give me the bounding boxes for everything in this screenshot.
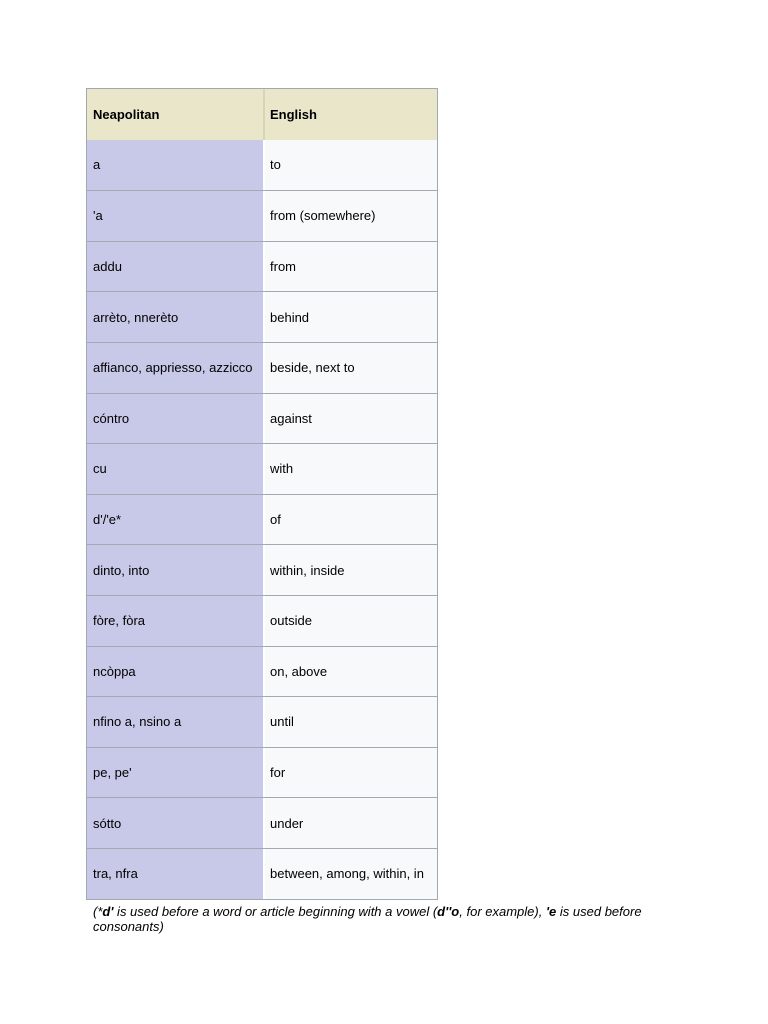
neapolitan-cell: affianco, appriesso, azzicco — [87, 343, 265, 393]
neapolitan-cell: cu — [87, 444, 265, 494]
english-cell: against — [265, 394, 437, 444]
footnote-open: (* — [93, 904, 103, 919]
english-cell: outside — [265, 596, 437, 646]
neapolitan-cell: a — [87, 140, 265, 191]
header-english: English — [265, 89, 437, 140]
neapolitan-cell: sótto — [87, 798, 265, 848]
footnote-term-e: 'e — [545, 904, 557, 919]
neapolitan-cell: nfino a, nsino a — [87, 697, 265, 747]
neapolitan-cell: tra, nfra — [87, 849, 265, 899]
table-row — [87, 140, 437, 191]
table-row — [87, 190, 437, 241]
english-cell: on, above — [265, 647, 437, 697]
table-header-row — [87, 89, 437, 140]
footnote-text-3: is used before consonants) — [93, 904, 642, 934]
table-row — [87, 797, 437, 848]
english-cell: from — [265, 242, 437, 292]
header-neapolitan: Neapolitan — [87, 89, 265, 140]
footnote-text-2: , for example), — [459, 904, 546, 919]
table-row — [87, 241, 437, 292]
table-row — [87, 544, 437, 595]
table-row — [87, 342, 437, 393]
footnote-text-1: is used before a word or article beginning with a vowel ( — [113, 904, 438, 919]
english-cell: for — [265, 748, 437, 798]
neapolitan-cell: addu — [87, 242, 265, 292]
neapolitan-cell: ncòppa — [87, 647, 265, 697]
table-row — [87, 393, 437, 444]
english-cell: between, among, within, in — [265, 849, 437, 899]
neapolitan-cell: fòre, fòra — [87, 596, 265, 646]
table-row — [87, 443, 437, 494]
english-cell: to — [265, 140, 437, 191]
table-row — [87, 696, 437, 747]
english-cell: with — [265, 444, 437, 494]
english-cell: from (somewhere) — [265, 191, 437, 241]
neapolitan-cell: cóntro — [87, 394, 265, 444]
english-cell: behind — [265, 292, 437, 342]
footnote-term-d: d' — [102, 904, 114, 919]
neapolitan-cell: d'/'e* — [87, 495, 265, 545]
table-row — [87, 646, 437, 697]
english-cell: of — [265, 495, 437, 545]
table-row — [87, 494, 437, 545]
neapolitan-cell: dinto, into — [87, 545, 265, 595]
prepositions-table — [86, 88, 438, 900]
table-row — [87, 291, 437, 342]
table-body — [87, 140, 437, 899]
english-cell: under — [265, 798, 437, 848]
english-cell: within, inside — [265, 545, 437, 595]
footnote-term-do: d''o — [437, 904, 460, 919]
footnote — [93, 904, 693, 934]
neapolitan-cell: 'a — [87, 191, 265, 241]
english-cell: beside, next to — [265, 343, 437, 393]
neapolitan-cell: arrèto, nnerèto — [87, 292, 265, 342]
table-row — [87, 595, 437, 646]
table-row — [87, 747, 437, 798]
english-cell: until — [265, 697, 437, 747]
table-row — [87, 848, 437, 899]
neapolitan-cell: pe, pe' — [87, 748, 265, 798]
